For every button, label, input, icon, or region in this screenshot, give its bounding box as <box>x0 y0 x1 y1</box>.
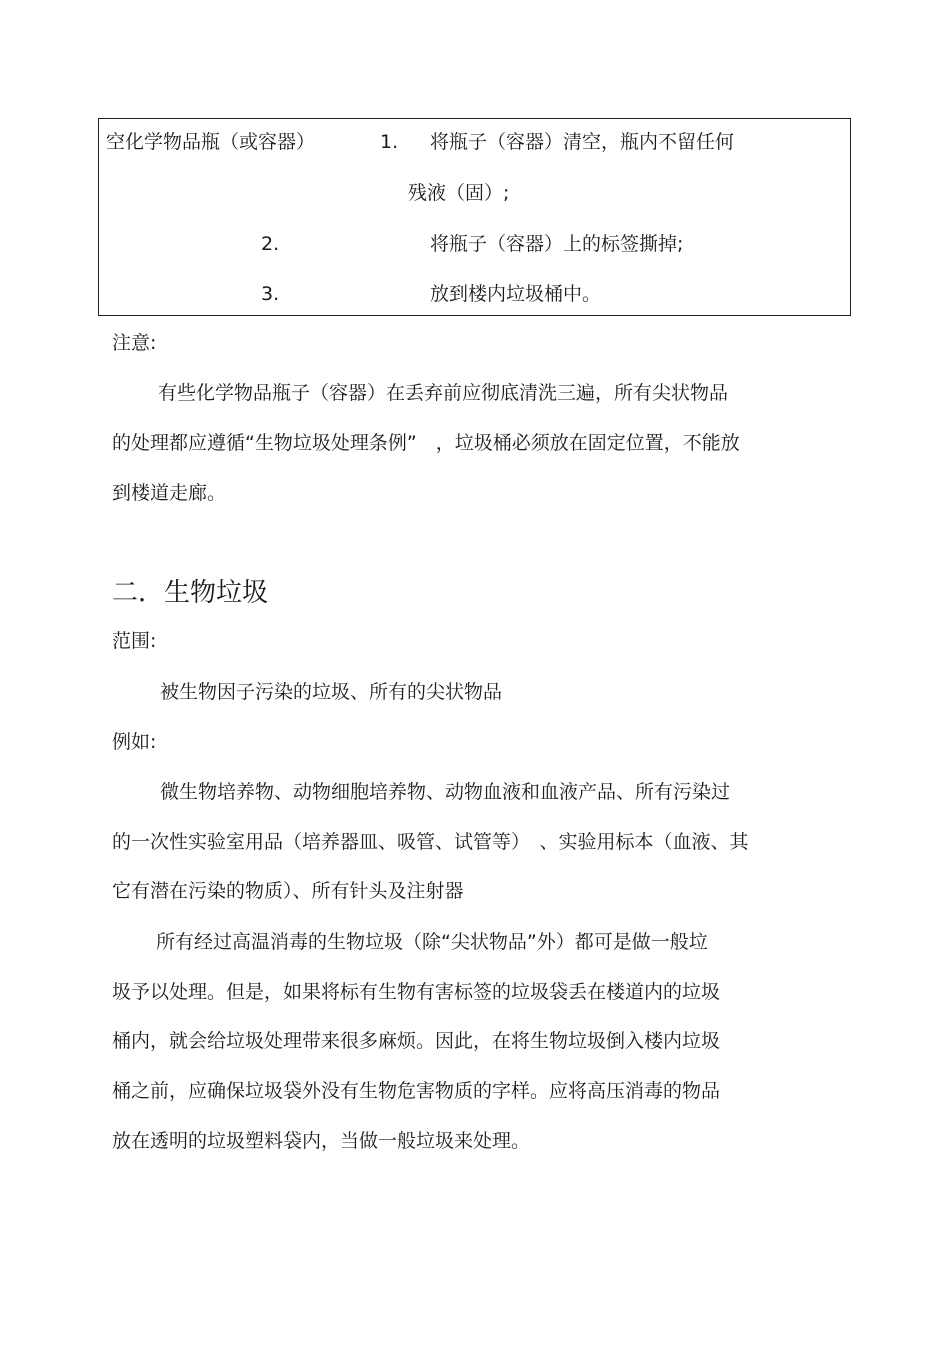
example-line-1: 微生物培养物、动物细胞培养物、动物血液和血液产品、所有污染过 <box>160 781 731 803</box>
scope-label: 范围: <box>112 630 157 652</box>
example-label: 例如: <box>112 731 157 753</box>
section-heading: 二．生物垃圾 <box>112 578 269 608</box>
paragraph-line-4: 桶之前，应确保垃圾袋外没有生物危害物质的字样。应将高压消毒的物品 <box>112 1080 721 1102</box>
step-3-number: 3. <box>261 283 280 305</box>
step-1-number: 1. <box>380 131 399 153</box>
paragraph-line-1: 所有经过高温消毒的生物垃圾（除“尖状物品”外）都可是做一般垃 <box>156 931 708 953</box>
paragraph-line-2: 圾予以处理。但是，如果将标有生物有害标签的垃圾袋丢在楼道内的垃圾 <box>112 981 721 1003</box>
scope-text: 被生物因子污染的垃圾、所有的尖状物品 <box>160 681 503 703</box>
step-3-text: 放到楼内垃圾桶中。 <box>430 283 602 305</box>
table-item-label: 空化学物品瓶（或容器） <box>106 131 316 153</box>
paragraph-line-3: 桶内，就会给垃圾处理带来很多麻烦。因此，在将生物垃圾倒入楼内垃圾 <box>112 1030 721 1052</box>
note-line-2: 的处理都应遵循“生物垃圾处理条例” ，垃圾桶必须放在固定位置，不能放 <box>112 432 740 454</box>
example-line-3: 它有潜在污染的物质）、所有针头及注射器 <box>112 880 464 902</box>
note-label: 注意: <box>112 332 157 354</box>
step-2-number: 2. <box>261 233 280 255</box>
note-line-3: 到楼道走廊。 <box>112 482 227 504</box>
step-1-text-line2: 残液（固）; <box>408 182 510 204</box>
note-line-1: 有些化学物品瓶子（容器）在丢弃前应彻底清洗三遍，所有尖状物品 <box>158 382 729 404</box>
step-2-text: 将瓶子（容器）上的标签撕掉; <box>430 233 684 255</box>
example-line-2: 的一次性实验室用品（培养器皿、吸管、试管等） 、实验用标本（血液、其 <box>112 831 749 853</box>
paragraph-line-5: 放在透明的垃圾塑料袋内，当做一般垃圾来处理。 <box>112 1130 531 1152</box>
step-1-text-line1: 将瓶子（容器）清空，瓶内不留任何 <box>430 131 735 153</box>
